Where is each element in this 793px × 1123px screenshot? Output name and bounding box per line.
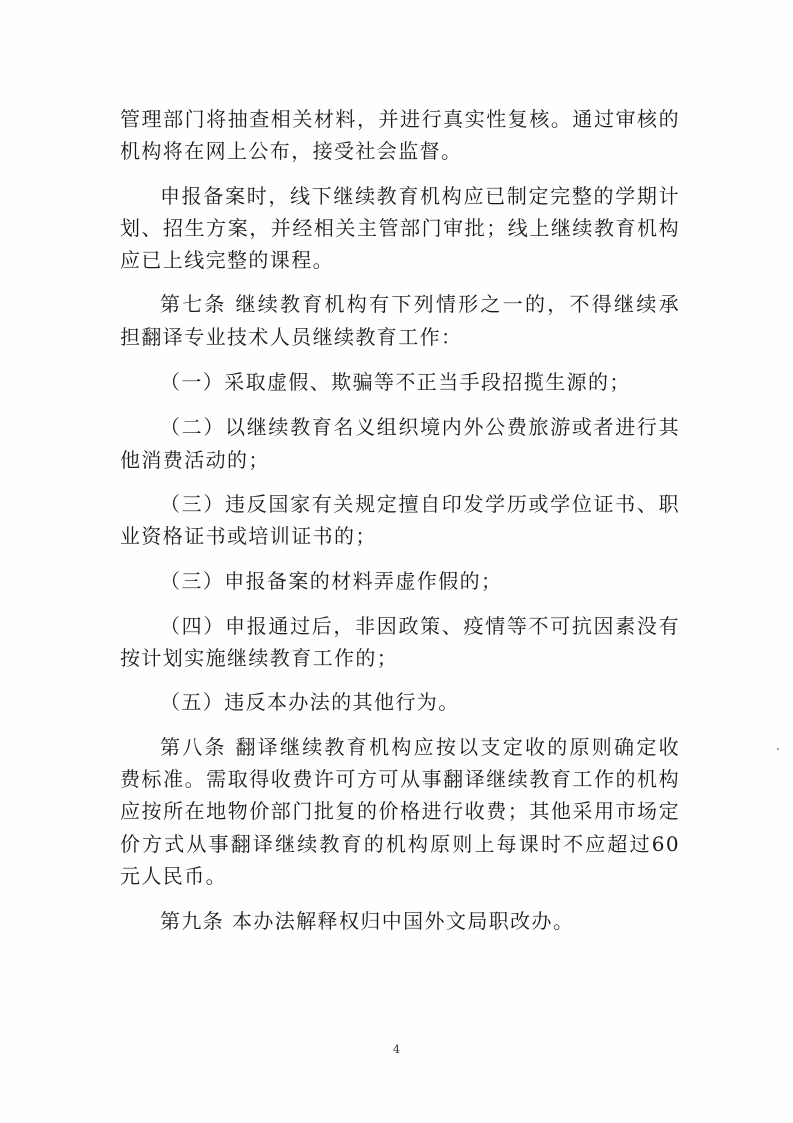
paragraph-article-9: 第九条 本办法解释权归中国外文局职改办。 [160,909,575,934]
list-item-article-7-3: （三）违反国家有关规定擅自印发学历或学位证书、职业资格证书或培训证书的； [120,491,680,549]
list-item-article-7-4: （四）申报通过后，非因政策、疫情等不可抗因素没有按计划实施继续教育工作的； [120,613,680,671]
paragraph-review-publicity: 管理部门将抽查相关材料，并进行真实性复核。通过审核的机构将在网上公布，接受社会监督。 [120,107,680,164]
list-item-article-7-5: （五）违反本办法的其他行为。 [160,690,460,715]
paragraph-article-7: 第七条 继续教育机构有下列情形之一的，不得继续承担翻译专业技术人员继续教育工作： [120,292,680,349]
list-item-article-7-1: （一）采取虚假、欺骗等不正当手段招揽生源的； [160,370,631,395]
page-number: 4 [393,1043,400,1056]
scan-speck [777,748,779,750]
paragraph-article-8: 第八条 翻译继续教育机构应按以支定收的原则确定收费标准。需取得收费许可方可从事翻译继续教育工作的机构应按所在地物价部门批复的价格进行收费；其他采用市场定价方式从事翻译继续教育的机构原则上每课时不应超过60元人民币。 [120,734,680,888]
document-body [120,103,680,938]
list-item-article-7-3b: （三）申报备案的材料弄虚作假的； [160,568,503,593]
paragraph-filing-requirements: 申报备案时，线下继续教育机构应已制定完整的学期计划、招生方案，并经相关主管部门审批；线上继续教育机构应已上线完整的课程。 [120,183,680,273]
list-item-article-7-2: （二）以继续教育名义组织境内外公费旅游或者进行其他消费活动的； [120,415,680,472]
